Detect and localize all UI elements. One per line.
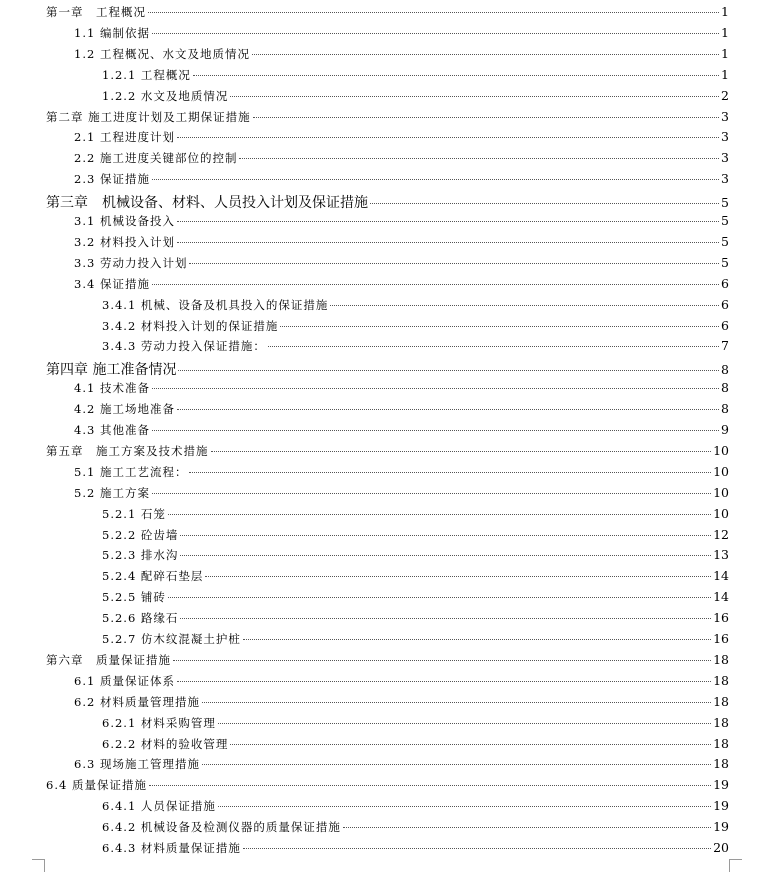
toc-entry[interactable]: [74, 464, 729, 484]
toc-dot-leader: [148, 12, 719, 13]
toc-entry[interactable]: [102, 840, 729, 860]
toc-entry-title: 第六章 质量保证措施: [46, 652, 171, 667]
toc-entry[interactable]: [46, 777, 729, 797]
toc-dot-leader: [177, 221, 719, 222]
toc-entry-title: 5.2.2 砼齿墙: [102, 527, 179, 542]
toc-entry-title: 第三章 机械设备、材料、人员投入计划及保证措施: [46, 195, 368, 212]
toc-entry-page: 8: [721, 380, 729, 396]
toc-entry[interactable]: [102, 338, 729, 358]
toc-dot-leader: [180, 555, 711, 556]
toc-entry-page: 18: [713, 672, 729, 688]
toc-entry[interactable]: [74, 694, 729, 714]
toc-entry-title: 第一章 工程概况: [46, 5, 146, 19]
toc-dot-leader: [343, 827, 711, 828]
toc-entry[interactable]: [74, 485, 729, 505]
toc-entry-title: 2.2 施工进度关键部位的控制: [74, 151, 238, 166]
toc-entry-page: 12: [713, 526, 729, 542]
toc-entry-page: 3: [721, 171, 729, 187]
toc-entry-page: 16: [713, 610, 729, 626]
toc-entry-page: 9: [721, 422, 729, 437]
toc-entry[interactable]: [74, 234, 729, 254]
toc-entry-title: 3.4.3 劳动力投入保证措施：: [102, 339, 266, 354]
toc-entry-title: 4.3 其他准备: [74, 423, 150, 437]
toc-entry-page: 18: [713, 756, 729, 772]
toc-entry[interactable]: [102, 297, 729, 317]
toc-dot-leader: [173, 660, 711, 661]
toc-entry-title: 6.4.2 机械设备及检测仪器的质量保证措施: [102, 820, 341, 835]
toc-dot-leader: [168, 514, 711, 515]
toc-dot-leader: [189, 263, 719, 264]
toc-dot-leader: [211, 451, 712, 452]
toc-entry[interactable]: [46, 359, 729, 379]
toc-entry-page: 19: [713, 777, 729, 793]
toc-entry-page: 3: [721, 129, 729, 145]
toc-dot-leader: [280, 326, 719, 327]
toc-entry-title: 3.3 劳动力投入计划: [74, 255, 188, 270]
toc-entry-title: 6.1 质量保证体系: [74, 673, 175, 688]
toc-entry-page: 6: [721, 275, 729, 291]
toc-entry-title: 6.4.3 材料质量保证措施: [102, 841, 241, 855]
toc-entry-page: 5: [721, 195, 729, 211]
toc-entry[interactable]: [102, 589, 729, 609]
toc-entry-title: 1.1 编制依据: [74, 25, 150, 40]
toc-entry[interactable]: [74, 401, 729, 421]
toc-dot-leader: [152, 33, 719, 34]
toc-dot-leader: [152, 388, 719, 389]
toc-entry[interactable]: [46, 652, 729, 672]
toc-entry-title: 6.2.2 材料的验收管理: [102, 736, 229, 751]
toc-entry-title: 3.1 机械设备投入: [74, 214, 175, 228]
toc-entry[interactable]: [102, 715, 729, 735]
toc-entry[interactable]: [74, 673, 729, 693]
toc-entry-page: 10: [713, 505, 729, 521]
toc-entry-title: 1.2.2 水文及地质情况: [102, 88, 229, 103]
toc-entry-page: 13: [713, 547, 729, 563]
toc-entry[interactable]: [74, 25, 729, 45]
toc-entry-page: 14: [713, 568, 729, 584]
toc-dot-leader: [253, 117, 719, 118]
toc-entry-title: 1.2.1 工程概况: [102, 67, 191, 82]
toc-dot-leader: [330, 305, 719, 306]
toc-entry-page: 10: [713, 442, 729, 458]
toc-entry-title: 4.1 技术准备: [74, 381, 150, 396]
toc-entry[interactable]: [46, 109, 729, 129]
toc-entry[interactable]: [74, 129, 729, 149]
toc-dot-leader: [177, 681, 711, 682]
toc-dot-leader: [177, 409, 719, 410]
toc-dot-leader: [243, 639, 711, 640]
toc-dot-leader: [370, 203, 719, 204]
toc-entry-page: 20: [713, 840, 729, 855]
toc-entry-page: 18: [713, 735, 729, 751]
toc-entry-page: 7: [721, 338, 729, 354]
toc-entry[interactable]: [102, 631, 729, 651]
toc-entry-title: 5.2.3 排水沟: [102, 548, 179, 563]
toc-entry-title: 第五章 施工方案及技术措施: [46, 443, 209, 458]
toc-entry-page: 2: [721, 87, 729, 103]
page-corner-mark-left: [32, 859, 45, 872]
toc-dot-leader: [189, 472, 711, 473]
toc-dot-leader: [218, 806, 711, 807]
toc-entry-page: 18: [713, 714, 729, 730]
toc-entry[interactable]: [46, 443, 729, 463]
toc-entry[interactable]: [46, 192, 729, 212]
toc-dot-leader: [152, 430, 719, 431]
toc-dot-leader: [152, 284, 719, 285]
toc-entry-title: 第四章 施工准备情况: [46, 362, 177, 379]
toc-entry-page: 5: [721, 213, 729, 228]
toc-dot-leader: [177, 137, 719, 138]
toc-entry[interactable]: [74, 213, 729, 233]
toc-entry[interactable]: [102, 819, 729, 839]
toc-entry-page: 18: [713, 693, 729, 709]
toc-entry-title: 5.2.5 铺砖: [102, 590, 166, 605]
toc-entry-page: 8: [721, 362, 729, 378]
toc-entry-title: 6.4.1 人员保证措施: [102, 799, 216, 814]
toc-entry-page: 5: [721, 233, 729, 249]
toc-entry-title: 5.2.6 路缘石: [102, 611, 179, 626]
toc-dot-leader: [149, 785, 711, 786]
toc-entry-title: 5.2.1 石笼: [102, 506, 166, 521]
toc-entry[interactable]: [74, 46, 729, 66]
toc-dot-leader: [202, 702, 711, 703]
toc-entry-title: 5.2 施工方案: [74, 485, 150, 500]
toc-entry-page: 5: [721, 254, 729, 270]
toc-dot-leader: [243, 848, 711, 849]
toc-entry-page: 1: [721, 4, 729, 19]
toc-entry-title: 3.4.2 材料投入计划的保证措施: [102, 318, 279, 333]
toc-entry-title: 4.2 施工场地准备: [74, 402, 175, 417]
toc-entry-title: 6.2.1 材料采购管理: [102, 715, 216, 730]
toc-entry-title: 5.2.4 配碎石垫层: [102, 569, 204, 584]
toc-entry-title: 3.4.1 机械、设备及机具投入的保证措施: [102, 297, 329, 312]
toc-entry-page: 18: [713, 651, 729, 667]
toc-entry-title: 1.2 工程概况、水文及地质情况: [74, 46, 250, 61]
toc-entry-page: 1: [721, 66, 729, 82]
toc-entry[interactable]: [102, 610, 729, 630]
toc-entry[interactable]: [74, 276, 729, 296]
toc-dot-leader: [230, 744, 711, 745]
toc-entry-page: 6: [721, 296, 729, 312]
toc-dot-leader: [180, 618, 711, 619]
toc-dot-leader: [239, 158, 719, 159]
toc-entry[interactable]: [102, 506, 729, 526]
toc-entry-title: 5.1 施工工艺流程：: [74, 464, 188, 479]
toc-entry-title: 6.3 现场施工管理措施: [74, 757, 200, 772]
toc-entry[interactable]: [102, 798, 729, 818]
toc-dot-leader: [193, 75, 719, 76]
toc-entry[interactable]: [74, 150, 729, 170]
toc-entry[interactable]: [74, 380, 729, 400]
toc-entry[interactable]: [46, 4, 729, 24]
toc-entry-page: 3: [721, 150, 729, 166]
toc-entry-page: 8: [721, 401, 729, 417]
toc-dot-leader: [252, 54, 719, 55]
toc-entry-title: 6.4 质量保证措施: [46, 778, 147, 793]
toc-dot-leader: [205, 576, 711, 577]
page-corner-mark-right: [729, 859, 742, 872]
toc-entry[interactable]: [102, 547, 729, 567]
toc-entry-page: 1: [721, 45, 729, 61]
toc-entry[interactable]: [102, 527, 729, 547]
toc-dot-leader: [218, 723, 711, 724]
toc-dot-leader: [178, 370, 719, 371]
toc-entry[interactable]: [102, 318, 729, 338]
toc-entry-page: 6: [721, 317, 729, 333]
toc-entry[interactable]: [74, 756, 729, 776]
toc-entry[interactable]: [102, 568, 729, 588]
toc-entry-title: 2.3 保证措施: [74, 172, 150, 187]
toc-entry-page: 3: [721, 108, 729, 124]
toc-entry-page: 10: [713, 484, 729, 500]
toc-entry-page: 19: [713, 798, 729, 814]
toc-entry[interactable]: [74, 255, 729, 275]
toc-entry-page: 16: [713, 631, 729, 646]
toc-dot-leader: [202, 764, 711, 765]
toc-entry-title: 第二章 施工进度计划及工期保证措施: [46, 109, 251, 124]
toc-entry-title: 2.1 工程进度计划: [74, 130, 175, 145]
toc-entry-page: 19: [713, 819, 729, 835]
toc-entry[interactable]: [74, 171, 729, 191]
toc-dot-leader: [268, 346, 719, 347]
toc-dot-leader: [230, 96, 719, 97]
toc-entry[interactable]: [102, 67, 729, 87]
toc-entry-title: 3.4 保证措施: [74, 276, 150, 291]
toc-dot-leader: [177, 242, 719, 243]
toc-entry[interactable]: [74, 422, 729, 442]
toc-entry[interactable]: [102, 736, 729, 756]
toc-dot-leader: [180, 535, 711, 536]
toc-entry-title: 5.2.7 仿木纹混凝土护桩: [102, 632, 241, 646]
toc-entry-title: 3.2 材料投入计划: [74, 234, 175, 249]
toc-entry[interactable]: [102, 88, 729, 108]
toc-dot-leader: [168, 597, 711, 598]
toc-entry-page: 1: [721, 24, 729, 40]
toc-dot-leader: [152, 493, 711, 494]
toc-entry-page: 10: [713, 463, 729, 479]
toc-entry-title: 6.2 材料质量管理措施: [74, 694, 200, 709]
toc-dot-leader: [152, 179, 719, 180]
toc-entry-page: 14: [713, 589, 729, 605]
